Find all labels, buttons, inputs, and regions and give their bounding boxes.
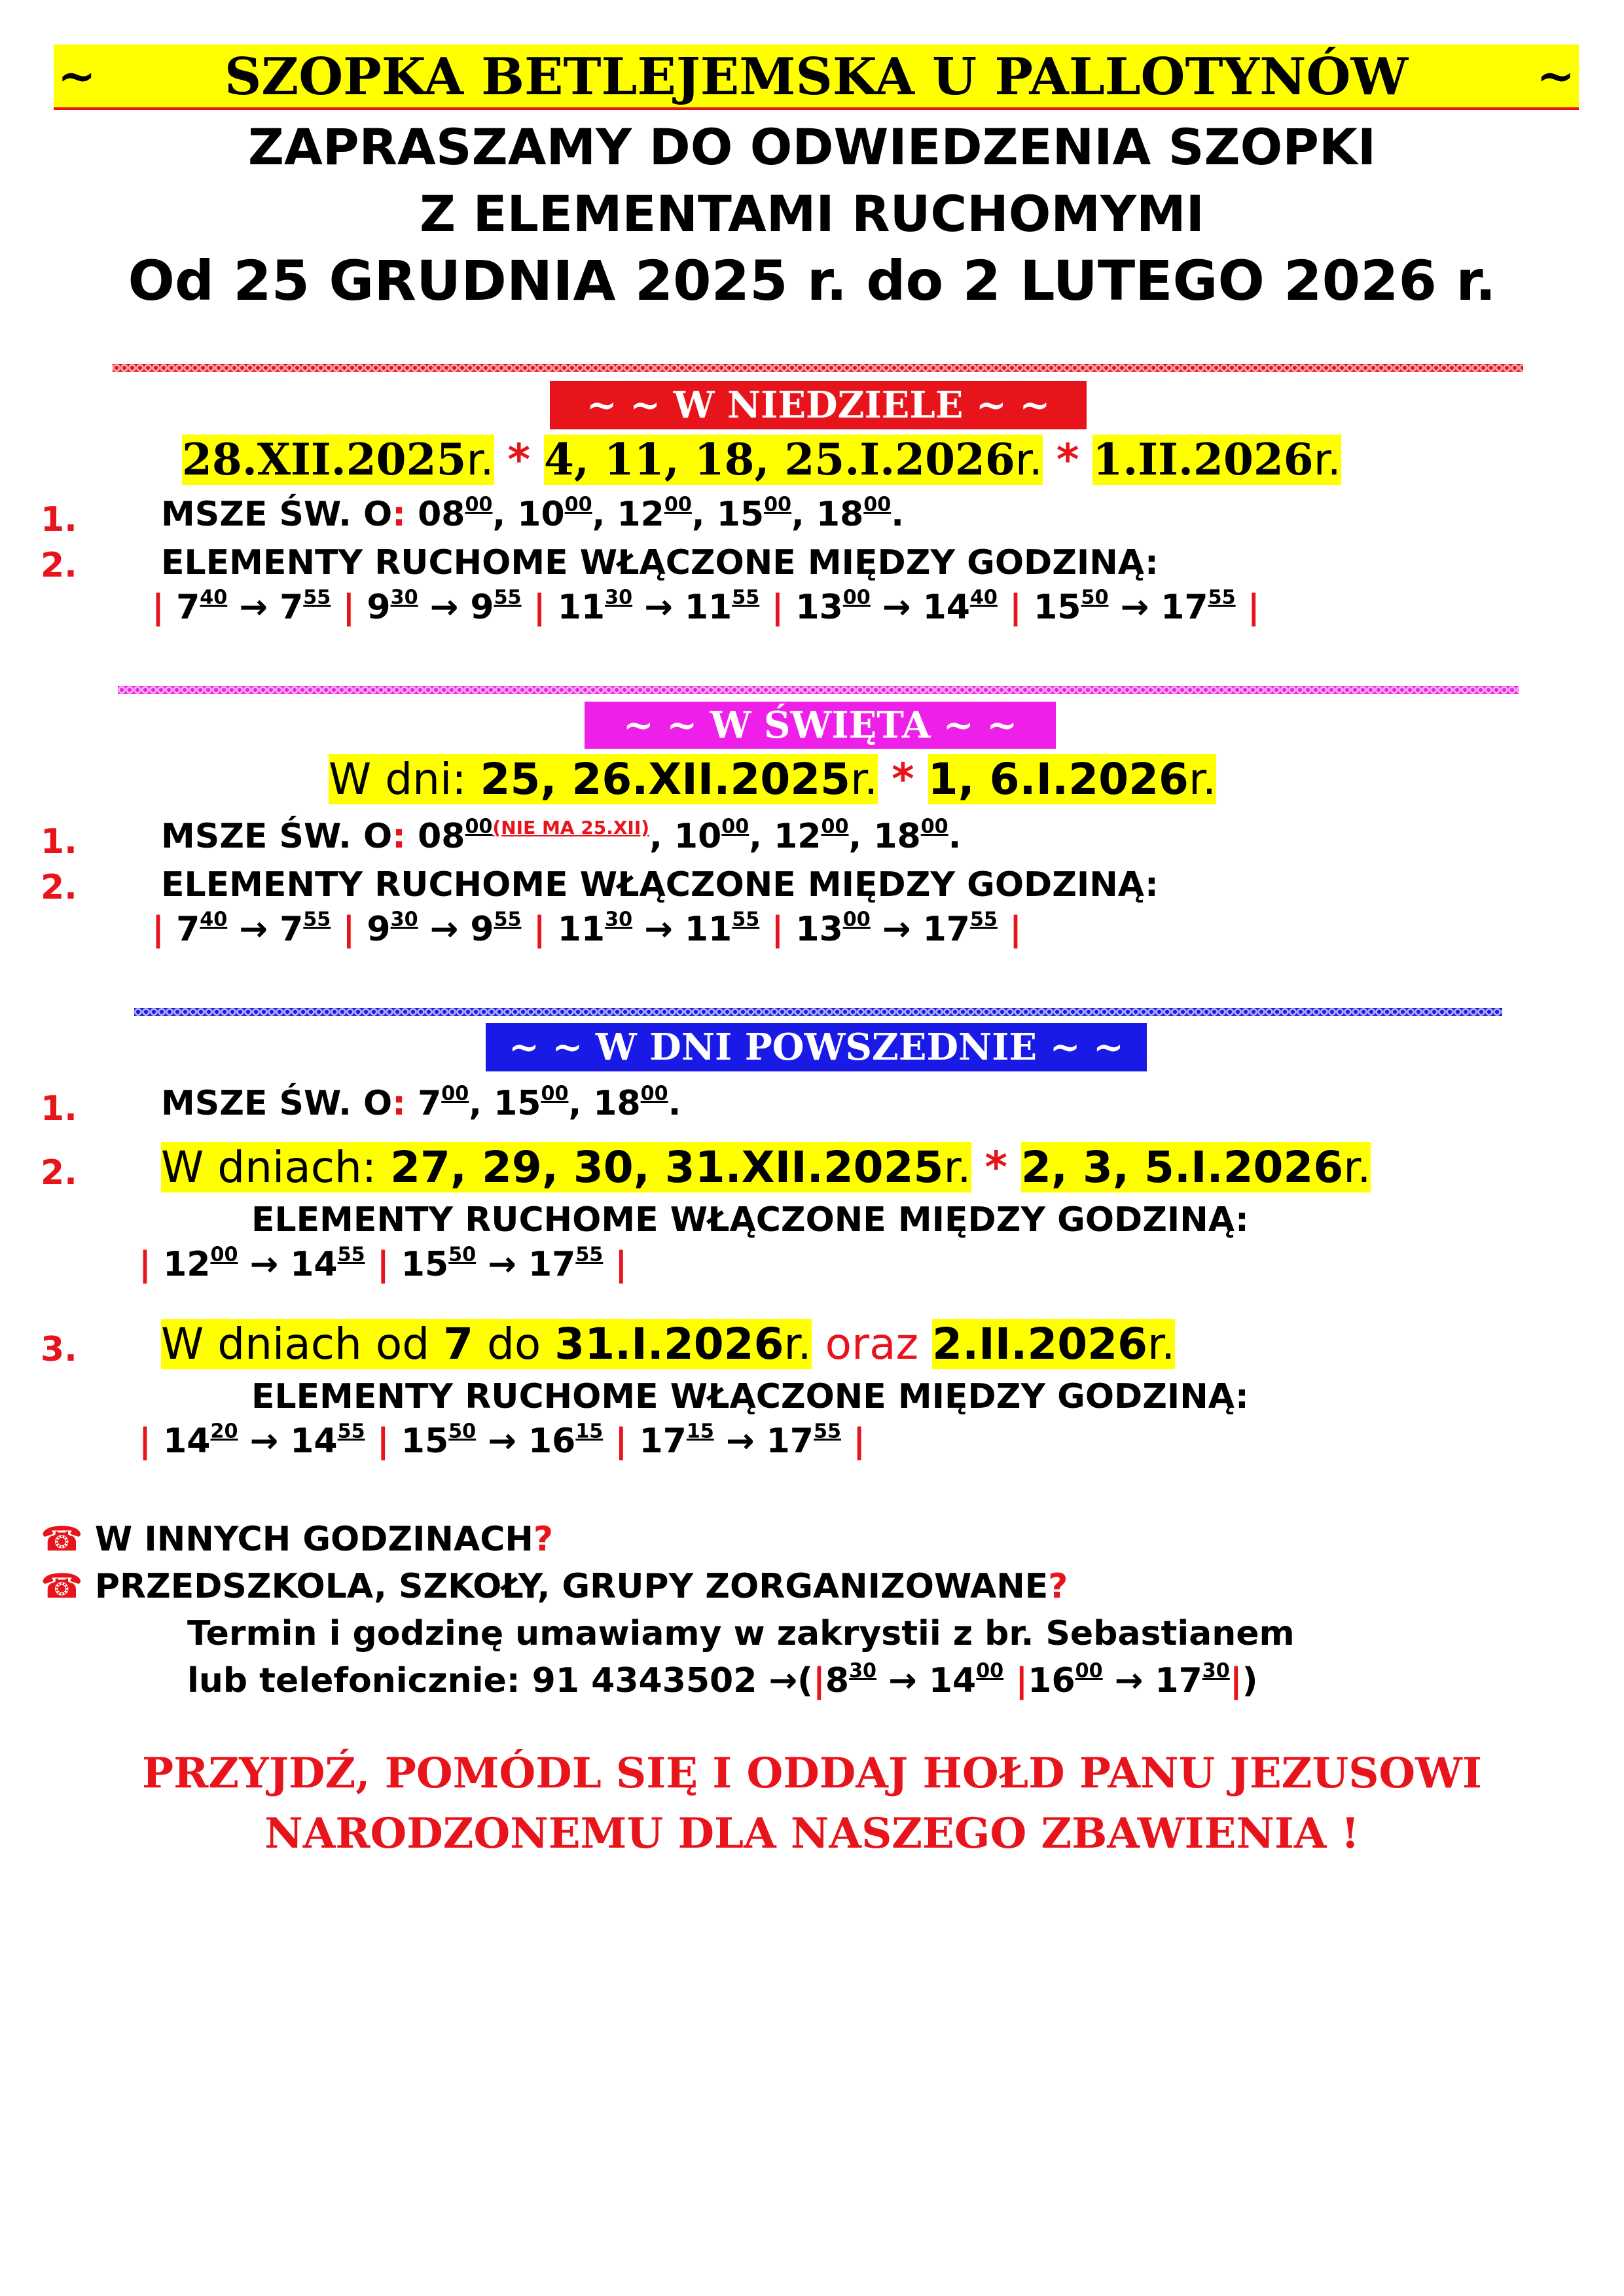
time-value: $9^{30}$ [367,908,418,949]
time-value: $8^{30}$ [825,1659,877,1700]
time-value: $16^{15}$ [528,1420,604,1461]
weekday-block2-date-2: 2, 3, 5.I.2026 [1021,1142,1344,1193]
title-tilde-left: ~ [58,48,96,103]
holiday-elements-label: ELEMENTY RUCHOME WŁĄCZONE MIĘDZY GODZINĄ: [161,865,1159,905]
arrow-right-icon: → [429,588,459,627]
time-value: $17^{15}$ [639,1420,714,1461]
arrow-right-icon: → [488,1245,516,1284]
weekday-block2-ranges: | $12^{00} \to 14^{55}$ | $15^{50} \to 17^{55}$ | [139,1243,628,1284]
arrow-right-icon: → [429,910,459,949]
time-value: $7^{55}$ [280,586,331,627]
arrow-right-icon: → [725,1422,755,1461]
separator: | [365,1422,401,1461]
time-value: $7^{40}$ [176,908,228,949]
time-value: $08^{00}$ [418,815,493,856]
time-value: $17^{30}$ [1155,1659,1230,1700]
sunday-masses: MSZE ŚW. O: $08^{00}$, $10^{00}$, $12^{00}$, $15^{00}$, $18^{00}$. [161,493,904,534]
time-value: $9^{55}$ [470,586,522,627]
weekday-item-1-number: 1. [41,1089,77,1128]
weekday-block3-elements-label: ELEMENTY RUCHOME WŁĄCZONE MIĘDZY GODZINĄ: [251,1377,1249,1416]
time-value: $15^{00}$ [494,1082,569,1123]
separator: | [521,910,558,949]
time-value: $18^{00}$ [593,1082,668,1123]
weekday-block2-dates: W dniach: 27, 29, 30, 31.XII.2025r. * 2, 3, 5.I.2026r. [161,1142,1371,1193]
arrow-right-icon: → [882,910,911,949]
weekday-block3-dates: W dniach od 7 do 31.I.2026r. oraz 2.II.2026r. [161,1319,1176,1369]
separator: | [759,588,796,627]
divider-magenta [118,686,1519,694]
arrow-right-icon: → [644,588,673,627]
time-value: $17^{55}$ [528,1243,604,1284]
invite-line-1: ZAPRASZAMY DO ODWIEDZENIA SZOPKI [247,118,1377,176]
time-value: $11^{55}$ [684,586,760,627]
arrow-right-icon: → [249,1245,279,1284]
sunday-elements-label: ELEMENTY RUCHOME WŁĄCZONE MIĘDZY GODZINĄ: [161,543,1159,583]
separator: | [521,588,558,627]
divider-red [113,364,1523,372]
time-value: $14^{55}$ [290,1243,365,1284]
separator: | [331,910,367,949]
time-value: $12^{00}$ [617,493,692,534]
weekday-block2-date-1: 27, 29, 30, 31.XII.2025 [390,1142,944,1193]
holiday-item-1-number: 1. [41,822,77,861]
contact-question-1: ☎ W INNYCH GODZINACH? [41,1520,554,1559]
weekday-block2-elements-label: ELEMENTY RUCHOME WŁĄCZONE MIĘDZY GODZINĄ: [251,1200,1249,1240]
time-value: $17^{55}$ [922,908,998,949]
footer-line-2: NARODZONEMU DLA NASZEGO ZBAWIENIA ! [264,1809,1360,1858]
weekday-item-3-number: 3. [41,1330,77,1369]
holidays-dates: W dni: 25, 26.XII.2025r. * 1, 6.I.2026r. [329,754,1216,804]
title-bar [54,45,1579,110]
sunday-date-3: 1.II.2026 [1092,434,1314,485]
holiday-date-2: 1, 6.I.2026 [928,754,1189,804]
time-value: $12^{00}$ [163,1243,238,1284]
time-value: $15^{00}$ [716,493,792,534]
divider-blue [134,1008,1502,1016]
weekday-masses: MSZE ŚW. O: $7^{00}$, $15^{00}$, $18^{00}$. [161,1082,681,1123]
contact-line-2: lub telefonicznie: 91 $4343502 \to(|8^{30} \to 14^{00}$ $|16^{00} \to 17^{30}|$) [187,1659,1258,1700]
time-value: $13^{00}$ [795,908,871,949]
holiday-ranges: | $7^{40} \to 7^{55}$ | $9^{30} \to 9^{55}$ | $11^{30} \to 11^{55}$ | $13^{00} \to 17^{55}$ | [152,908,1022,949]
sunday-item-1-number: 1. [41,500,77,539]
time-value: $7^{40}$ [176,586,228,627]
date-range: Od 25 GRUDNIA 2025 r. do 2 LUTEGO 2026 r. [128,249,1496,313]
weekday-item-2-number: 2. [41,1153,77,1193]
footer-line-1: PRZYJDŹ, POMÓDL SIĘ I ODDAJ HOŁD PANU JEZUSOWI [142,1749,1482,1798]
arrow-right-icon: → [768,1661,798,1700]
contact-question-2: ☎ PRZEDSZKOLA, SZKOŁY, GRUPY ZORGANIZOWANE? [41,1567,1068,1606]
arrow-right-icon: → [249,1422,279,1461]
sunday-item-2-number: 2. [41,546,77,585]
time-value: $08^{00}$ [418,493,493,534]
time-value: $14^{20}$ [163,1420,238,1461]
banner-holidays: ~ ~ W ŚWIĘTA ~ ~ [585,702,1056,749]
holiday-masses: MSZE ŚW. O: $08^{00(NIE MA 25.XII)}$, $10^{00}$, $12^{00}$, $18^{00}$. [161,815,962,856]
time-value: $14^{55}$ [290,1420,365,1461]
time-value: $15^{50}$ [401,1243,477,1284]
time-value: $13^{00}$ [795,586,871,627]
separator: | [759,910,796,949]
phone-icon: ☎ [41,1520,83,1559]
time-value: $14^{40}$ [922,586,998,627]
time-value: $12^{00}$ [774,815,849,856]
title-tilde-right: ~ [1536,48,1575,103]
time-value: $7^{00}$ [418,1082,469,1123]
invite-line-2: Z ELEMENTAMI RUCHOMYMI [420,185,1204,243]
separator: | [331,588,367,627]
holiday-date-1: 25, 26.XII.2025 [480,754,851,804]
time-value: $17^{55}$ [1161,586,1236,627]
separator: | [997,588,1034,627]
arrow-right-icon: → [239,588,268,627]
arrow-right-icon: → [488,1422,516,1461]
time-value: $10^{00}$ [674,815,749,856]
time-value: $11^{30}$ [557,908,633,949]
sunday-date-1: 28.XII.2025 [182,434,467,485]
sunday-date-2: 4, 11, 18, 25.I.2026 [544,434,1015,485]
time-value: $15^{50}$ [1034,586,1109,627]
time-value: $18^{00}$ [816,493,892,534]
banner-sundays: ~ ~ W NIEDZIELE ~ ~ [550,381,1087,429]
phone-icon: ☎ [41,1567,83,1606]
time-value: $18^{00}$ [873,815,948,856]
no-mass-note: (NIE MA 25.XII) [492,817,650,838]
arrow-right-icon: → [882,588,911,627]
time-value: $9^{55}$ [470,908,522,949]
contact-line-1: Termin i godzinę umawiamy w zakrystii z br. Sebastianem [187,1614,1295,1653]
time-value: $17^{55}$ [766,1420,841,1461]
arrow-right-icon: → [239,910,268,949]
sundays-dates: 28.XII.2025r. * 4, 11, 18, 25.I.2026r. * 1.II.2026r. [182,434,1341,485]
banner-weekdays: ~ ~ W DNI POWSZEDNIE ~ ~ [486,1023,1147,1071]
separator: | [365,1245,401,1284]
time-value: $7^{55}$ [280,908,331,949]
separator: | [603,1422,640,1461]
time-value: $11^{30}$ [557,586,633,627]
time-value: $16^{00}$ [1028,1659,1103,1700]
arrow-right-icon: → [644,910,673,949]
holiday-item-2-number: 2. [41,868,77,907]
time-value: $15^{50}$ [401,1420,477,1461]
time-value: $10^{00}$ [517,493,592,534]
page-title: SZOPKA BETLEJEMSKA U PALLOTYNÓW [224,47,1409,107]
arrow-right-icon: → [1120,588,1149,627]
time-value: $9^{30}$ [367,586,418,627]
weekday-block3-ranges: | $14^{20} \to 14^{55}$ | $15^{50} \to 16^{15}$ | $17^{15} \to 17^{55}$ | [139,1420,866,1461]
sunday-ranges: | $7^{40} \to 7^{55}$ | $9^{30} \to 9^{55}$ | $11^{30} \to 11^{55}$ | $13^{00} \to 14^{40}$ | $15^{50} \to 17^{55}$ | [152,586,1260,627]
time-value: $11^{55}$ [684,908,760,949]
time-value: $14^{00}$ [928,1659,1004,1700]
